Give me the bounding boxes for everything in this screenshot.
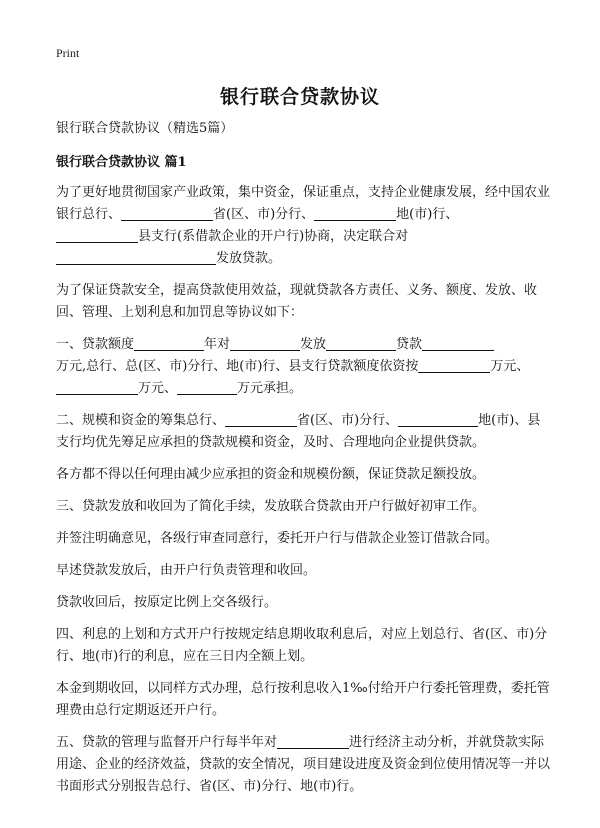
paragraph-text: 五、贷款的管理与监督开户行每半年对 (56, 735, 278, 750)
paragraph-10: 四、利息的上划和方式开户行按规定结息期收取利息后，对应上划总行、省(区、市)分行、地(市)行的利息，应在三日内全额上划。 (56, 627, 548, 664)
fill-blank (422, 336, 494, 351)
fill-blank (56, 380, 138, 395)
paragraph-text: 年对 (204, 337, 231, 352)
fill-blank (326, 336, 396, 351)
document-body (56, 118, 551, 808)
paragraph-9: 贷款收回后，按原定比例上交各级行。 (56, 595, 278, 610)
fill-blank (230, 336, 300, 351)
fill-blank (177, 380, 237, 395)
paragraph-text: 地(市)行、 (396, 207, 459, 222)
section-heading: 银行联合贷款协议 篇1 (56, 155, 187, 170)
paragraph-text: 发放 (300, 337, 327, 352)
paragraph-text: 进行经济主动分析，并就贷款实际用途、企业的经济效益，贷款的安全情况，项目建设进度及资金到位使用情况等一并以书面形式分别报告总行、省(区、市)分行、地(市)行。 (56, 735, 551, 794)
paragraph-text: 发放贷款。 (216, 251, 282, 266)
paragraph-1 (56, 182, 551, 270)
document-subtitle: 银行联合贷款协议（精选5篇） (56, 121, 234, 136)
fill-blank (398, 412, 478, 427)
paragraph-2: 为了保证贷款安全，提高贷款使用效益，现就贷款各方责任、义务、额度、发放、收回、管理、上划利息和加罚息等协议如下： (56, 283, 538, 320)
print-label: Print (56, 46, 80, 60)
paragraph-text: 省(区、市)分行、 (213, 207, 315, 222)
paragraph-text: 万元、 (138, 381, 178, 396)
paragraph-text: 二、规模和资金的筹集总行、 (56, 413, 226, 428)
fill-blank (56, 228, 138, 243)
fill-blank (225, 412, 297, 427)
paragraph-text: 一、贷款额度 (56, 337, 135, 352)
document-title: 银行联合贷款协议 (219, 86, 380, 108)
paragraph-text: 地(市)、县支行均优先筹足应承担的贷款规模和资金，及时、合理地向企业提供贷款。 (56, 413, 541, 450)
paragraph-text: 为了更好地贯彻国家产业政策，集中资金，保证重点，支持企业健康发展，经中国农业银行总行、 (56, 185, 551, 222)
fill-blank (418, 358, 490, 373)
fill-blank (121, 206, 213, 221)
paragraph-4 (56, 410, 551, 454)
paragraph-3 (56, 334, 551, 400)
paragraph-text: 县支行(系借款企业的开户行)协商，决定联合对 (138, 229, 409, 244)
fill-blank (314, 206, 396, 221)
paragraph-11: 本金到期收回，以同样方式办理，总行按利息收入1‰付给开户行委托管理费，委托管理费由总行定期返还开户行。 (56, 681, 550, 718)
paragraph-12 (56, 732, 551, 798)
paragraph-text: 万元,总行、总(区、市)分行、地(市)行、县支行贷款额度依资按 (56, 359, 419, 374)
paragraph-text: 省(区、市)分行、 (297, 413, 399, 428)
paragraph-5: 各方都不得以任何理由减少应承担的资金和规模份额，保证贷款足额投放。 (56, 467, 486, 482)
fill-blank (134, 336, 204, 351)
fill-blank (277, 734, 349, 749)
paragraph-7: 并签注明确意见，各级行审查同意行，委托开户行与借款企业签订借款合同。 (56, 531, 499, 546)
paragraph-8: 早述贷款发放后，由开户行负责管理和收回。 (56, 563, 317, 578)
paragraph-text: 贷款 (396, 337, 423, 352)
fill-blank (56, 250, 216, 265)
paragraph-text: 万元、 (490, 359, 530, 374)
paragraph-text: 万元承担。 (237, 381, 303, 396)
paragraph-6: 三、贷款发放和收回为了简化手续，发放联合贷款由开户行做好初审工作。 (56, 499, 486, 514)
